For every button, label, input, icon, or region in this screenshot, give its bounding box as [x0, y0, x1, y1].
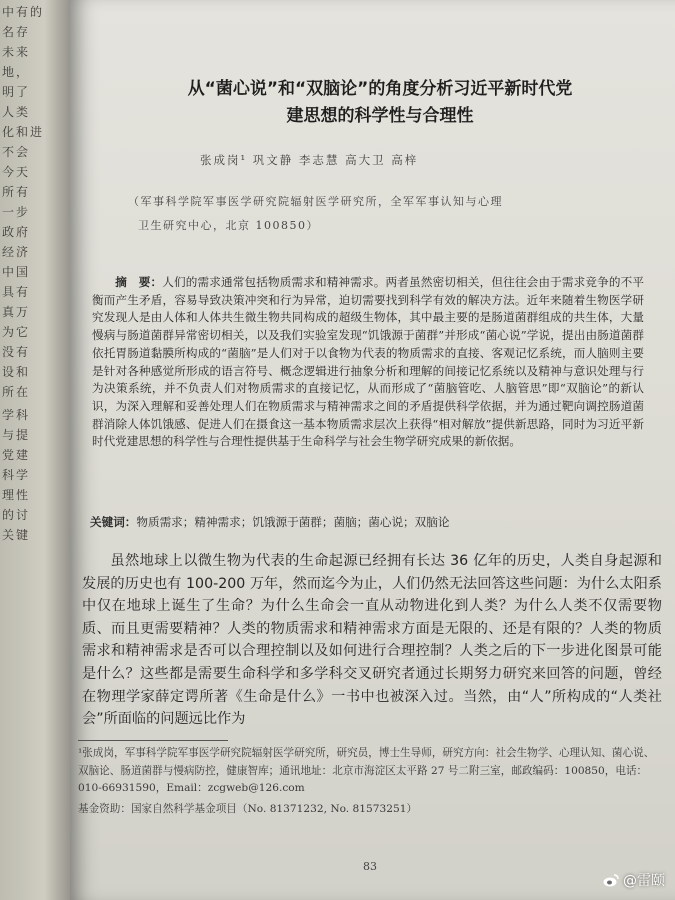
left-page-text-lower: 学科 与提 党建 科学 理性 的讨 关键	[2, 408, 31, 542]
weibo-watermark	[603, 870, 665, 890]
title-line-2: 建思想的科学性与合理性	[286, 106, 474, 126]
funding-note: 基金资助：国家自然科学基金项目（No. 81371232, No. 81573251）	[78, 803, 418, 815]
abstract	[92, 274, 644, 451]
document-page	[70, 0, 675, 900]
affiliation	[128, 190, 628, 238]
author-footnote: ¹张成岗，军事科学院军事医学研究院辐射医学研究所，研究员，博士生导师，研究方向：社会生物学、心理认知、菌心说、双脑论、肠道菌群与慢病防控，健康智库；通讯地址：北京市海淀区太平路 27 号二附三室，邮政编码：100850，电话：010-66931590，Email：zcgweb@126.com	[78, 747, 655, 794]
left-page-text-upper: 中有的 名存 未来 地， 明了 人类 化和进 不会 今天 所有 一步 政府 经济 中国 具有 真万 为它 没有 设和 所在	[2, 5, 45, 399]
title-line-1: 从“菌心说”和“双脑论”的角度分析习近平新时代党	[187, 79, 573, 99]
keywords-label: 关键词：	[90, 515, 137, 529]
keywords	[90, 514, 650, 530]
abstract-text: 人们的需求通常包括物质需求和精神需求。两者虽然密切相关，但往往会由于需求竞争的不平衡而产生矛盾，容易导致决策冲突和行为异常，迫切需要找到科学有效的解决方法。近年来随着生物医学研究发现人是由人体和人体共生微生物共同构成的超级生物体，其中最主要的是肠道菌群组成的共生体，大量慢病与肠道菌群异常密切相关，以及我们实验室发现“饥饿源于菌群”并形成“菌心说”学说，提出由肠道菌群依托胃肠道黏膜所构成的“菌脑”是人们对于以食物为代表的物质需求的直接、客观记忆系统，而人脑则主要是针对各种感觉所形成的语言符号、概念逻辑进行抽象分析和理解的间接记忆系统以及精神与意识处理与行为决策系统，并不负责人们对物质需求的直接记忆，从而形成了“菌脑管吃、人脑管思”即“双脑论”的新认识，为深入理解和妥善处理人们在物质需求与精神需求之间的矛盾提供科学依据，并为通过靶向调控肠道菌群消除人体饥饿感、促进人们在摄食这一基本物质需求层次上获得“相对解放”提供新思路，同时为习近平新时代党建思想的科学性与合理性提供基于生命科学与社会生物学研究成果的新依据。	[92, 275, 644, 449]
page-number: 83	[363, 860, 377, 873]
abstract-label: 摘 要：	[115, 275, 163, 289]
left-page-edge	[0, 0, 74, 900]
article-title	[110, 76, 650, 130]
affiliation-line-1: （军事科学院军事医学研究院辐射医学研究所，全军军事认知与心理	[128, 195, 503, 208]
body-paragraph: 虽然地球上以微生物为代表的生命起源已经拥有长达 36 亿年的历史，人类自身起源和发展的历史也有 100-200 万年，然而迄今为止，人们仍然无法回答这些问题：为什么太阳系中仅在地球上诞生了生命？为什么生命会一直从动物进化到人类？为什么人类不仅需要物质、而且更需要精神？人类的物质需求和精神需求方面是无限的、还是有限的？人类的物质需求和精神需求是否可以合理控制以及如何进行合理控制？人类之后的下一步进化图景可能是什么？这些都是需要生命科学和多学科交叉研究者通过长期努力研究来回答的问题，曾经在物理学家薛定谔所著《生命是什么》一书中也被深入过。当然，由“人”所构成的“人类社会”所面临的问题远比作为	[82, 553, 662, 728]
keywords-text: 物质需求；精神需求；饥饿源于菌群；菌脑；菌心说；双脑论	[136, 515, 450, 529]
author-list: 张成岗¹ 巩文静 李志慧 高大卫 高梓	[200, 153, 419, 167]
weibo-icon	[603, 873, 619, 887]
footnote-divider	[78, 740, 228, 741]
watermark-text: @雷颐	[623, 873, 665, 889]
affiliation-line-2: 卫生研究中心，北京 100850）	[138, 219, 319, 232]
